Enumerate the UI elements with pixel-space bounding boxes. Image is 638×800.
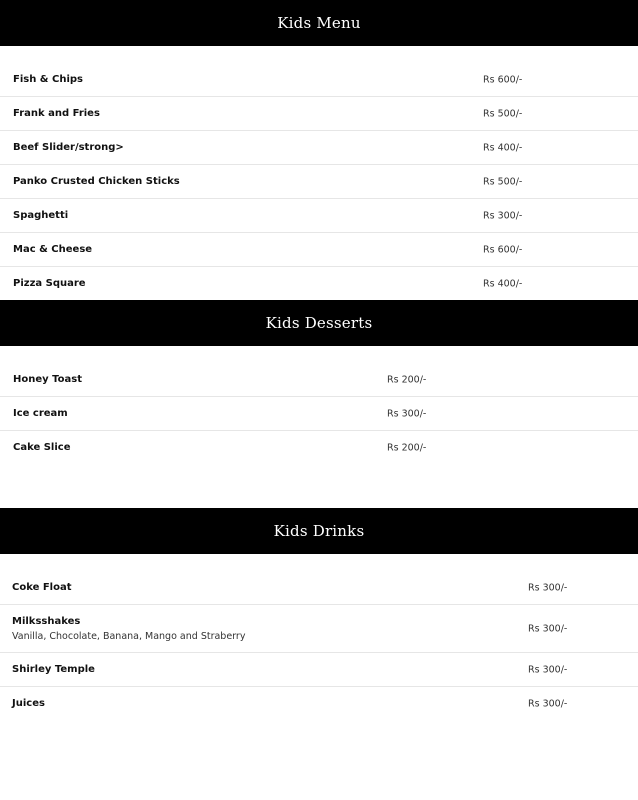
menu-item xyxy=(0,363,638,397)
menu-item xyxy=(0,165,638,199)
item-price: Rs 400/- xyxy=(483,142,523,153)
kids-desserts-list xyxy=(0,346,638,464)
item-price: Rs 600/- xyxy=(483,244,523,255)
item-price: Rs 300/- xyxy=(528,664,568,675)
menu-item xyxy=(0,653,638,687)
menu-item xyxy=(0,63,638,97)
menu-item xyxy=(0,687,638,720)
item-name: Panko Crusted Chicken Sticks xyxy=(13,176,180,187)
item-price: Rs 300/- xyxy=(528,698,568,709)
section-title-text: Kids Desserts xyxy=(265,314,373,332)
item-price: Rs 400/- xyxy=(483,278,523,289)
item-description: Vanilla, Chocolate, Banana, Mango and Straberry xyxy=(12,630,246,642)
item-name: Beef Slider/strong> xyxy=(13,142,124,153)
item-price: Rs 200/- xyxy=(387,374,427,385)
item-price: Rs 500/- xyxy=(483,108,523,119)
item-name: Honey Toast xyxy=(13,374,82,385)
item-price: Rs 300/- xyxy=(528,623,568,634)
item-name: Spaghetti xyxy=(13,210,69,221)
menu-item xyxy=(0,233,638,267)
item-name: Milksshakes xyxy=(12,615,81,627)
item-name: Cake Slice xyxy=(13,442,71,453)
menu-item xyxy=(0,431,638,464)
item-name: Mac & Cheese xyxy=(13,244,93,255)
item-price: Rs 300/- xyxy=(528,582,568,593)
menu-item xyxy=(0,397,638,431)
section-title-text: Kids Menu xyxy=(277,14,361,32)
kids-menu-list xyxy=(0,46,638,300)
item-name: Shirley Temple xyxy=(12,664,95,675)
kids-drinks-list xyxy=(0,554,638,720)
item-name: Fish & Chips xyxy=(13,74,84,85)
item-name: Frank and Fries xyxy=(13,108,100,119)
item-name: Juices xyxy=(12,698,45,709)
section-title-kids-desserts xyxy=(0,300,638,346)
section-title-kids-drinks xyxy=(0,508,638,554)
menu-item xyxy=(0,97,638,131)
item-name: Ice cream xyxy=(13,408,68,419)
item-name: Pizza Square xyxy=(13,278,86,289)
menu-item xyxy=(0,605,638,653)
item-price: Rs 600/- xyxy=(483,74,523,85)
item-price: Rs 200/- xyxy=(387,442,427,453)
item-price: Rs 300/- xyxy=(387,408,427,419)
menu-item xyxy=(0,131,638,165)
menu-item xyxy=(0,571,638,605)
section-title-kids-menu xyxy=(0,0,638,46)
menu-item xyxy=(0,199,638,233)
menu-item xyxy=(0,267,638,300)
item-name: Coke Float xyxy=(12,582,72,593)
item-price: Rs 500/- xyxy=(483,176,523,187)
section-title-text: Kids Drinks xyxy=(273,522,365,540)
item-price: Rs 300/- xyxy=(483,210,523,221)
